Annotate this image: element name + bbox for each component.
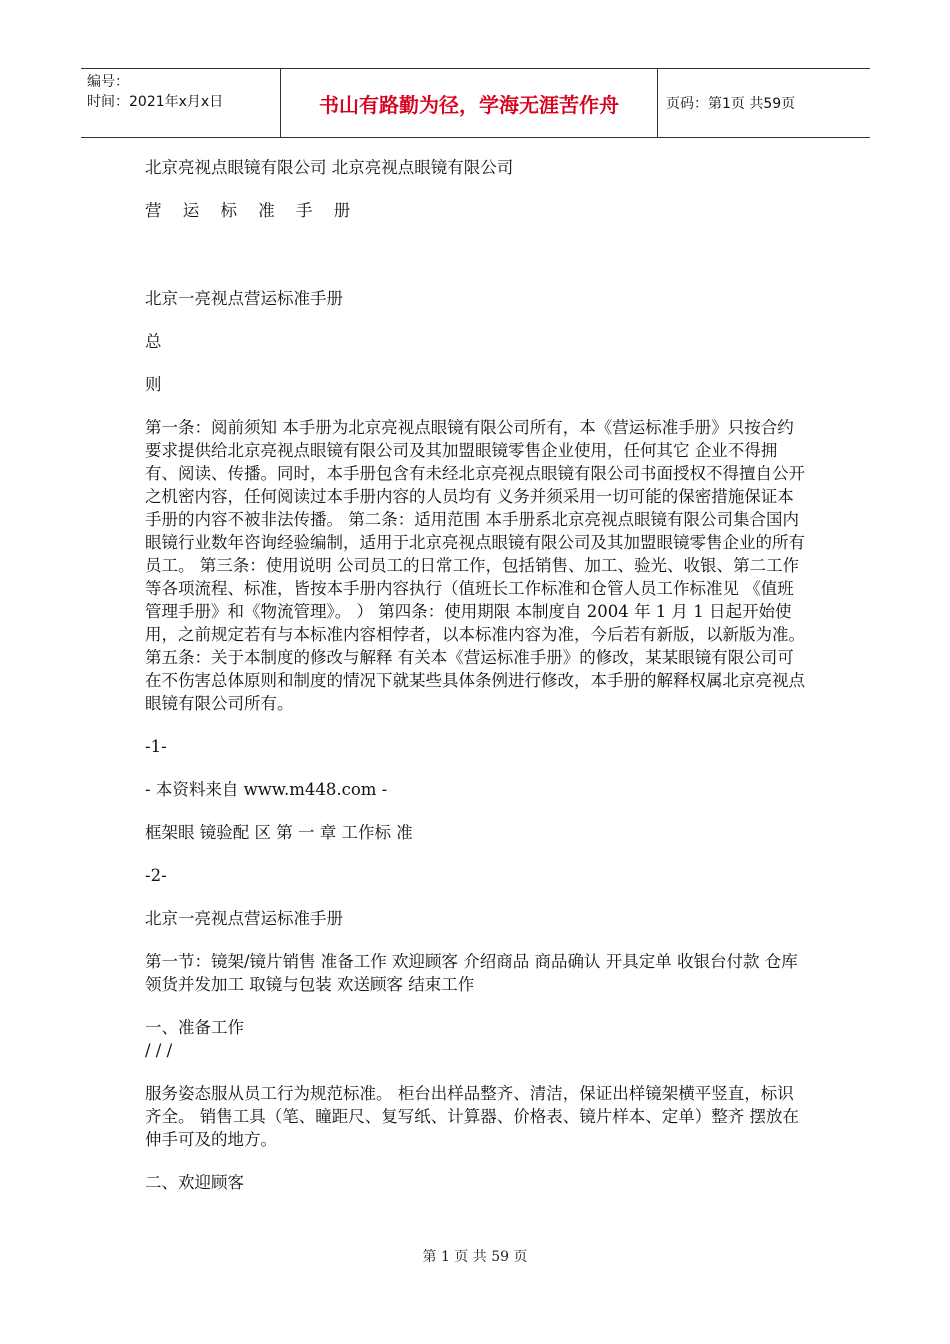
section-one: 第一节：镜架/镜片销售 准备工作 欢迎顾客 介绍商品 商品确认 开具定单 收银台付款 仓库领货并发加工 取镜与包装 欢送顾客 结束工作 <box>145 952 798 994</box>
manual-heading-2: 北京一亮视点营运标准手册 <box>145 909 343 928</box>
motto-text: 书山有路勤为径，学海无涯苦作舟 <box>319 92 619 117</box>
time-label: 时间：2021年x月x日 <box>87 94 224 110</box>
number-label: 编号： <box>87 74 129 90</box>
section-zong: 总 <box>145 332 162 351</box>
page-info-text: 页码：第1页 共59页 <box>666 96 796 112</box>
section-ze: 则 <box>145 375 162 394</box>
company-line: 北京亮视点眼镜有限公司 北京亮视点眼镜有限公司 <box>145 158 514 177</box>
manual-heading: 北京一亮视点营运标准手册 <box>145 289 343 308</box>
footer-page-text: 第 1 页 共 59 页 <box>422 1249 528 1265</box>
main-paragraph: 第一条：阅前须知 本手册为北京亮视点眼镜有限公司所有，本《营运标准手册》只按合约要求提供给北京亮视点眼镜有限公司及其加盟眼镜零售企业使用，任何其它 企业不得拥有、阅读、传播。同时，本手册包含有未经北京亮视点眼镜有限公司书面授权不得擅自公开之机密内容，任何阅读过本手册内容的人员均有 义务并须采用一切可能的保密措施保证本手册的内容不被非法传播。 第二条：适用范围 本手册系北京亮视点眼镜有限公司集合国内眼镜行业数年咨询经验编制，适用于北京亮视点眼镜有限公司及其加盟眼镜零售企业的所有员工。 第三条：使用说明 公司员工的日常工作，包括销售、加工、验光、收银、第二工作等各项流程、标准，皆按本手册内容执行（值班长工作标准和仓管人员工作标准见 《值班管理手册》和《物流管理》。 ） 第四条：使用期限 本制度自 2004 年 1 月 1 日起开始使用，之前规定若有与本标准内容相悖者，以本标准内容为准，今后若有新版，以新版为准。 第五条：关于本制度的修改与解释 有关本《营运标准手册》的修改，某某眼镜有限公司可在不伤害总体原则和制度的情况下就某些具体条例进行修改，本手册的解释权属北京亮视点 眼镜有限公司所有。 <box>145 418 805 713</box>
manual-title: 营 运 标 准 手 册 <box>145 201 359 220</box>
source-line: - 本资料来自 www.m448.com - <box>145 780 388 799</box>
page-info-cell <box>658 69 870 137</box>
header-table <box>81 68 870 138</box>
chapter-line: 框架眼 镜验配 区 第 一 章 工作标 准 <box>145 823 413 842</box>
prep-heading: 一、准备工作 <box>145 1018 244 1037</box>
page-marker-2: -2- <box>145 866 167 885</box>
motto-cell <box>281 69 658 137</box>
document-body <box>145 156 805 1194</box>
slashes: / / / <box>145 1041 173 1060</box>
prep-paragraph: 服务姿态服从员工行为规范标准。 柜台出样品整齐、清洁，保证出样镜架横平竖直，标识齐全。 销售工具（笔、瞳距尺、复写纸、计算器、价格表、镜片样本、定单）整齐 摆放在伸手可及的地方。 <box>145 1084 799 1149</box>
header-meta-cell <box>81 69 281 137</box>
page-footer <box>0 1246 950 1266</box>
page-marker-1: -1- <box>145 737 167 756</box>
welcome-heading: 二、欢迎顾客 <box>145 1173 244 1192</box>
